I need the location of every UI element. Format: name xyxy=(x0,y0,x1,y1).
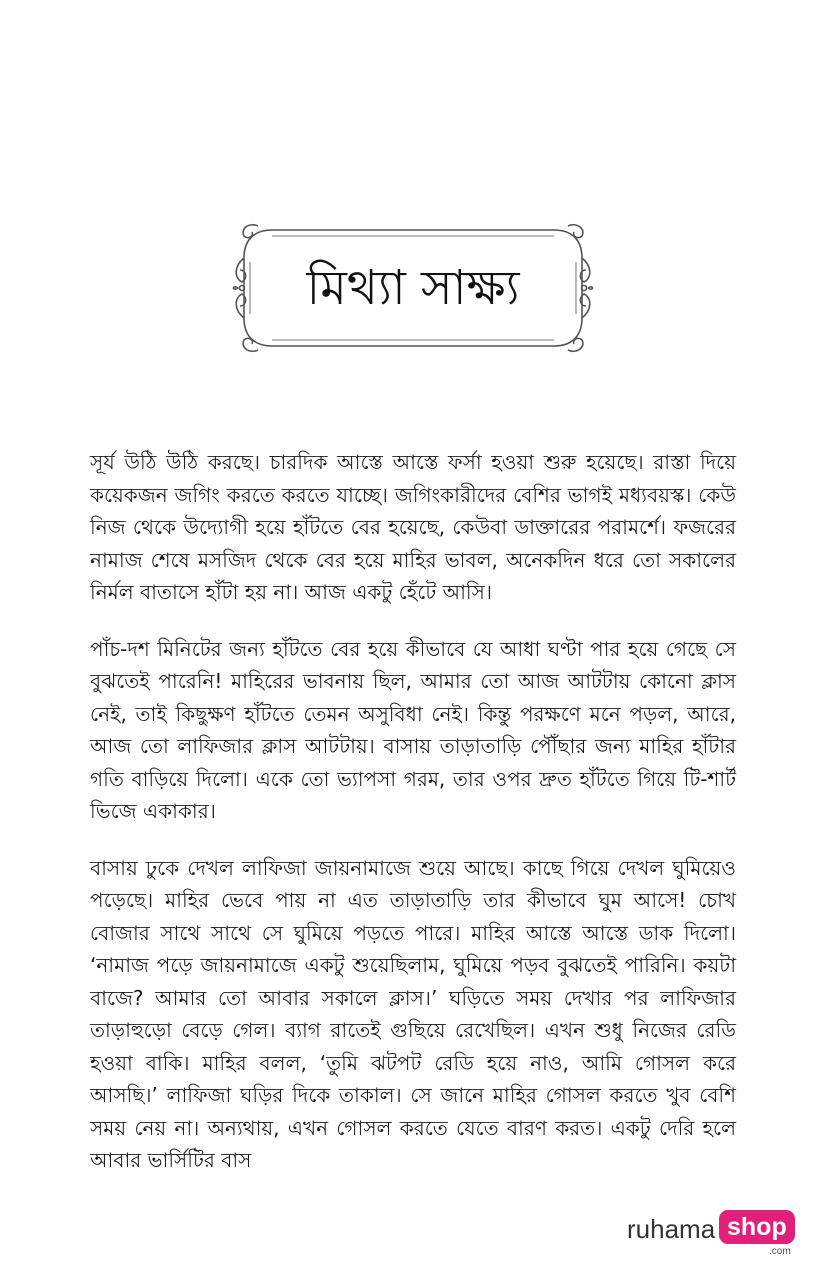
chapter-title: মিথ্যা সাক্ষ্য xyxy=(306,260,520,316)
chapter-title-frame xyxy=(232,222,594,354)
logo-domain: .com xyxy=(769,1246,791,1257)
paragraph-3: বাসায় ঢুকে দেখল লাফিজা জায়নামাজে শুয়ে আছে। কাছে গিয়ে দেখল ঘুমিয়েও পড়েছে। মাহির ভেবে পায় না এত তাড়াতাড়ি তার কীভাবে ঘুম আসে! চোখ বোজার সাথে সাথে সে ঘুমিয়ে পড়তে পারে। মাহির আস্তে আস্তে ডাক দিলো। ‘নামাজ পড়ে জায়নামাজে একটু শুয়েছিলাম, ঘুমিয়ে পড়ব বুঝতেই পারিনি। কয়টা বাজে? আমার তো আবার সকালে ক্লাস।’ ঘড়িতে সময় দেখার পর লাফিজার তাড়াহুড়ো বেড়ে গেল। ব্যাগ রাতেই গুছিয়ে রেখেছিল। এখন শুধু নিজের রেডি হওয়া বাকি। মাহির বলল, ‘তুমি ঝটপট রেডি হয়ে নাও, আমি গোসল করে আসছি।’ লাফিজা ঘড়ির দিকে তাকাল। সে জানে মাহির গোসল করতে খুব বেশি সময় নেয় না। অন্যথায়, এখন গোসল করতে যেতে বারণ করত। একটু দেরি হলে আবার ভার্সিটির বাস xyxy=(90,855,736,1172)
logo-wordmark: ruhama xyxy=(627,1214,716,1244)
story-body xyxy=(90,446,736,1201)
paragraph-1: সূর্য উঠি উঠি করছে। চারদিক আস্তে আস্তে ফর্সা হওয়া শুরু হয়েছে। রাস্তা দিয়ে কয়েকজন জগিং করতে করতে যাচ্ছে। জগিংকারীদের বেশির ভাগই মধ্যবয়স্ক। কেউ নিজ থেকে উদ্যোগী হয়ে হাঁটতে বের হয়েছে, কেউবা ডাক্তারের পরামর্শে। ফজরের নামাজ শেষে মসজিদ থেকে বের হয়ে মাহির ভাবল, অনেকদিন ধরে তো সকালের নির্মল বাতাসে হাঁটা হয় না। আজ একটু হেঁটে আসি। xyxy=(90,450,736,604)
logo-shop-badge: shop xyxy=(719,1210,795,1244)
paragraph-2: পাঁচ-দশ মিনিটের জন্য হাঁটতে বের হয়ে কীভাবে যে আধা ঘণ্টা পার হয়ে গেছে সে বুঝতেই পারেনি! মাহিরের ভাবনায় ছিল, আমার তো আজ আটটায় কোনো ক্লাস নেই, তাই কিছুক্ষণ হাঁটতে তেমন অসুবিধা নেই। কিন্তু পরক্ষণে মনে পড়ল, আরে, আজ তো লাফিজার ক্লাস আটটায়। বাসায় তাড়াতাড়ি পৌঁছার জন্য মাহির হাঁটার গতি বাড়িয়ে দিলো। একে তো ভ্যাপসা গরম, তার ওপর দ্রুত হাঁটতে গিয়ে টি-শার্ট ভিজে একাকার। xyxy=(90,636,736,823)
